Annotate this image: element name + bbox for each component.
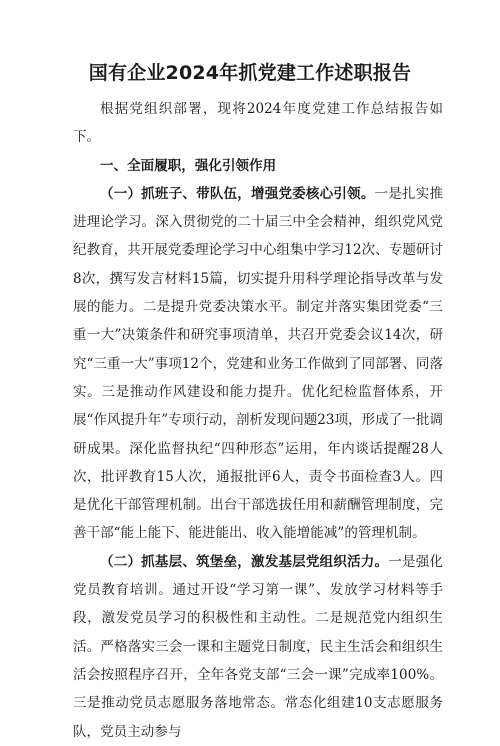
paragraph-2-lead: （二）抓基层、筑堡垒，激发基层党组织活力。 — [100, 553, 389, 570]
paragraph-1-lead: （一）抓班子、带队伍，增强党委核心引领。 — [100, 185, 375, 202]
intro-paragraph: 根据党组织部署，现将2024年度党建工作总结报告如下。 — [73, 101, 443, 146]
paragraph-1 — [73, 180, 443, 548]
paragraph-2-body: 一是强化党员教育培训。通过开设“学习第一课”、发放学习材料等手段，激发党员学习的积极性和主动性。二是规范党内组织生活。严格落实三会一课和主题党日制度，民主生活会和组织生活会按照程序召开，全年各党支部“三会一课”完成率100%。三是推动党员志愿服务落地常态。常态化组建10支志愿服务队，党员主动参与 — [73, 553, 443, 740]
paragraph-1-body: 一是扎实推进理论学习。深入贯彻党的二十届三中全会精神，组织党风党纪教育，共开展党委理论学习中心组集中学习12次、专题研讨8次，撰写发言材料15篇，切实提升用科学理论指导改革与发展的能力。二是提升党委决策水平。制定并落实集团党委“三重一大”决策条件和研究事项清单，共召开党委会议14次，研究“三重一大”事项12个，党建和业务工作做到了同部署、同落实。三是推动作风建设和能力提升。优化纪检监督体系，开展“作风提升年”专项行动，剖析发现问题23项，形成了一批调研成果。深化监督执纪“四种形态”运用，年内谈话提醒28人次，批评教育15人次，通报批评6人，责令书面检查3人。四是优化干部管理机制。出台干部选拔任用和薪酬管理制度，完善干部“能上能下、能进能出、收入能增能减”的管理机制。 — [73, 185, 444, 542]
document-title: 国有企业2024年抓党建工作述职报告 — [88, 62, 412, 84]
paragraph-2 — [73, 548, 443, 746]
section-heading: 一、全面履职，强化引领作用 — [100, 157, 277, 174]
document-body — [73, 95, 443, 746]
